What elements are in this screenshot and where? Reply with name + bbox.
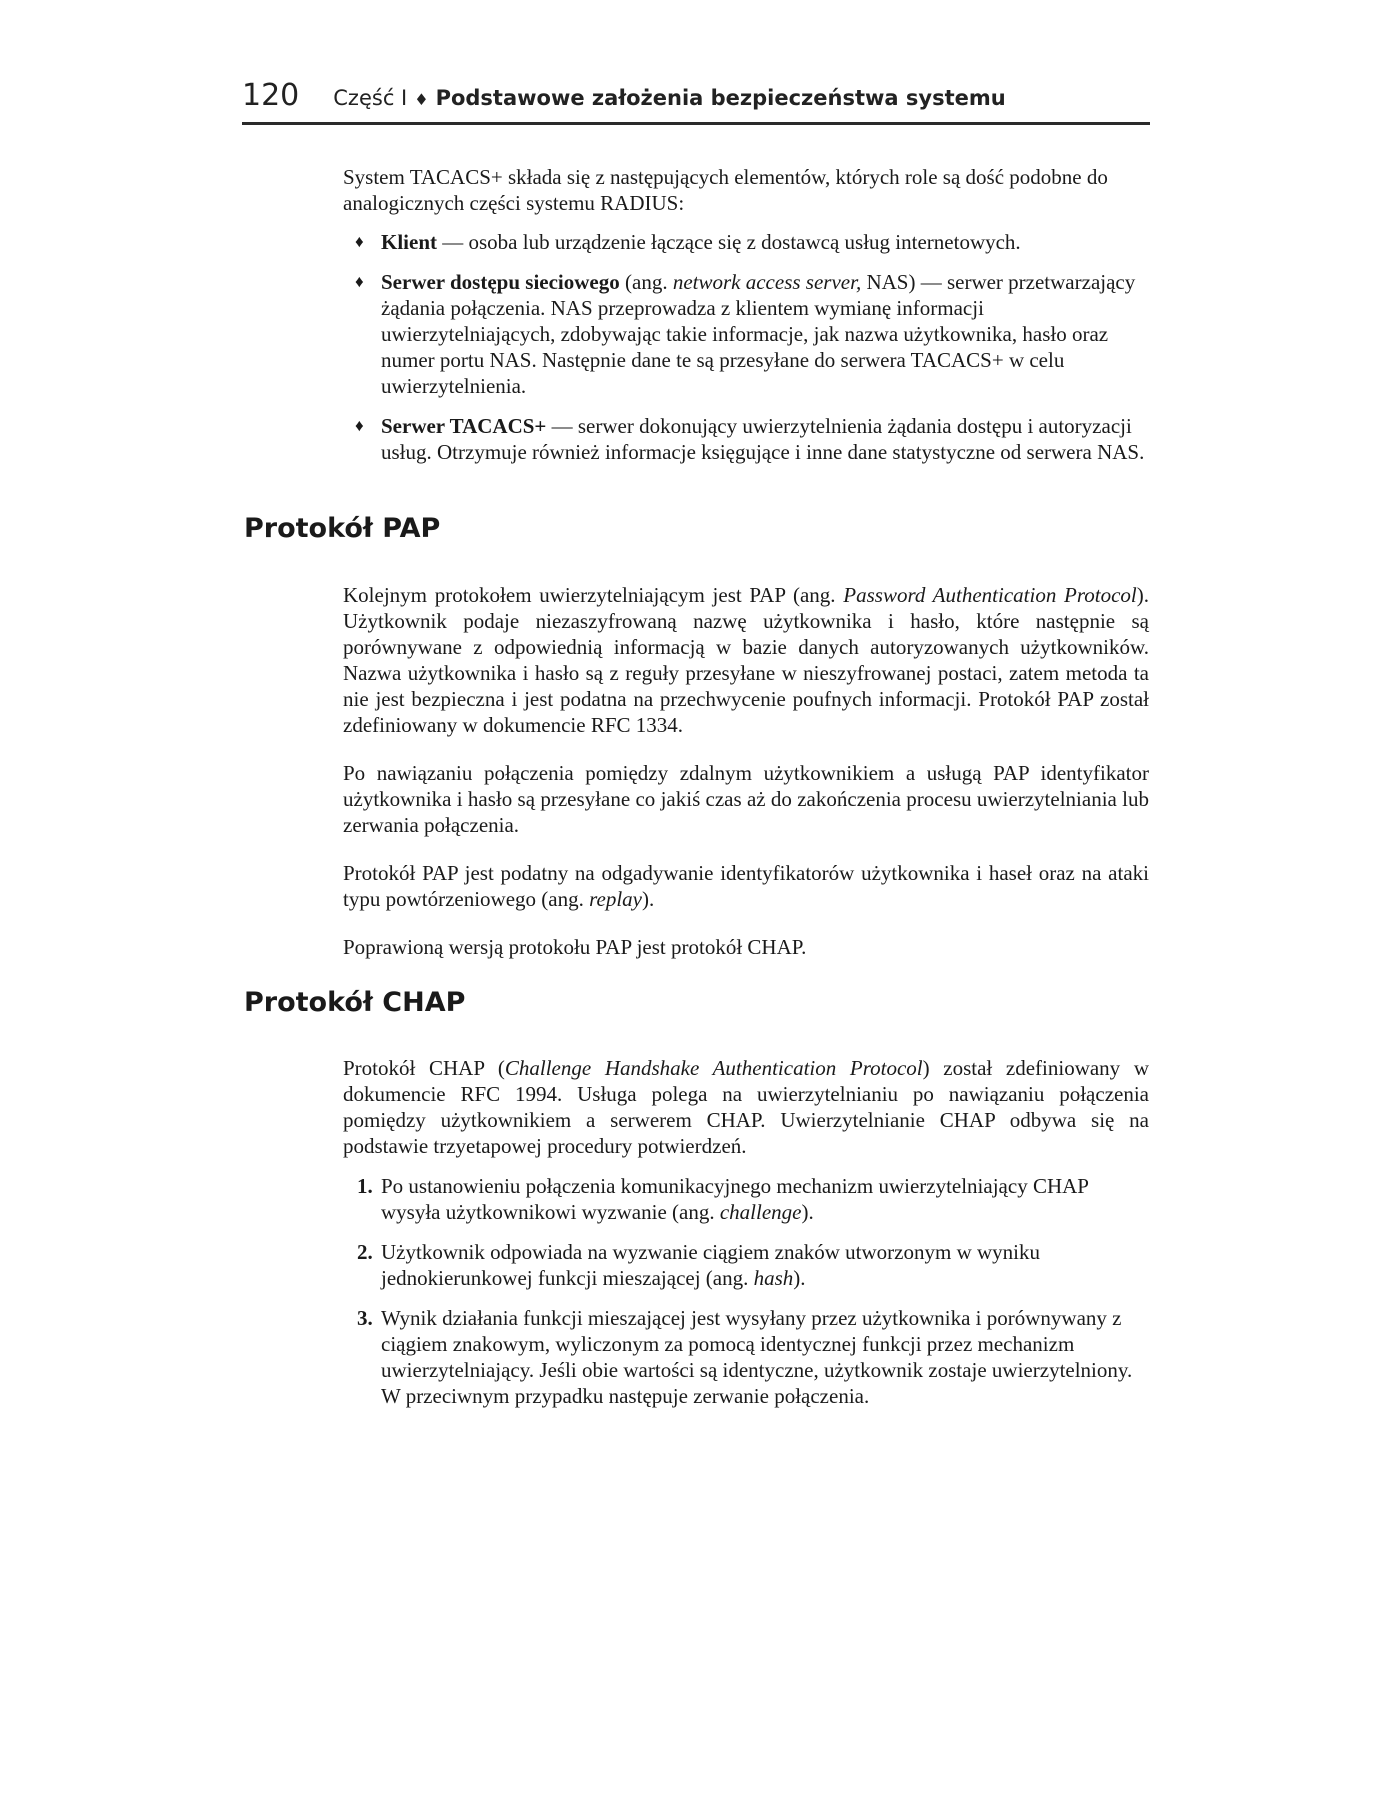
pap-paragraph-2: Po nawiązaniu połączenia pomiędzy zdalnym użytkownikiem a usługą PAP identyfikator użytkownika i hasło są przesyłane co jakiś czas aż do zakończenia procesu uwierzytelniania lub zerwania połączenia.: [343, 761, 1149, 837]
step-italic: challenge: [719, 1200, 802, 1224]
step-number: 1.: [357, 1174, 373, 1198]
term-label: Serwer TACACS+: [381, 414, 547, 438]
pap-paragraph-3: [343, 860, 1149, 912]
term-description: — serwer dokonujący uwierzytelnienia żądania dostępu i autoryzacji usług. Otrzymuje również informacje księgujące i inne dane statystyczne od serwera NAS.: [381, 414, 1145, 464]
pap-paragraph-1: [343, 582, 1149, 738]
diamond-bullet-icon: ♦: [355, 272, 364, 291]
step-text: Wynik działania funkcji mieszającej jest wysyłany przez użytkownika i porównywany z ciągiem znakowym, wyliczonym za pomocą identycznej funkcji przez mechanizm uwierzytelniający. Jeśli obie wartości są identyczne, użytkownik zostaje uwierzytelniony. W przeciwnym przypadku następuje zerwanie połączenia.: [381, 1306, 1133, 1408]
term-label: Klient: [381, 230, 437, 254]
chap-paragraph-1: [343, 1055, 1149, 1159]
list-item: [343, 269, 1149, 399]
chap-p1-italic: Challenge Handshake Authentication Protocol: [504, 1056, 923, 1080]
list-item: [343, 1173, 1149, 1225]
term-english: network access server,: [672, 270, 862, 294]
step-italic: hash: [753, 1266, 794, 1290]
chap-p1-text-cont: ) został zdefiniowany w dokumencie RFC 1994. Usługa polega na uwierzytelnianiu po nawiązaniu połączenia pomiędzy użytkownikiem a serwerem CHAP. Uwierzytelnianie CHAP odbywa się na podstawie trzyetapowej procedury potwierdzeń.: [343, 1056, 1149, 1158]
diamond-separator-icon: ♦: [414, 90, 429, 109]
components-list: [343, 229, 1149, 465]
chap-p1-text: Protokół CHAP (: [343, 1056, 505, 1080]
chap-steps-list: [343, 1173, 1149, 1409]
running-head: [242, 78, 1150, 125]
step-text: Użytkownik odpowiada na wyzwanie ciągiem znaków utworzonym w wyniku jednokierunkowej funkcji mieszającej (ang.: [381, 1240, 1040, 1290]
term-description-cont: NAS) — serwer przetwarzający żądania połączenia. NAS przeprowadza z klientem wymianę informacji uwierzytelniających, zdobywając takie informacje, jak nazwa użytkownika, hasło oraz numer portu NAS. Następnie dane te są przesyłane do serwera TACACS+ w celu uwierzytelnienia.: [381, 270, 1136, 398]
intro-paragraph: System TACACS+ składa się z następujących elementów, których role są dość podobne do analogicznych części systemu RADIUS:: [343, 165, 1108, 215]
list-item: [343, 413, 1149, 465]
term-label: Serwer dostępu sieciowego: [381, 270, 620, 294]
pap-p3-text: Protokół PAP jest podatny na odgadywanie identyfikatorów użytkownika i haseł oraz na ataki typu powtórzeniowego (ang.: [343, 861, 1149, 911]
step-text-cont: ).: [793, 1266, 806, 1290]
term-description: (ang.: [619, 270, 673, 294]
step-text: Po ustanowieniu połączenia komunikacyjnego mechanizm uwierzytelniający CHAP wysyła użytkownikowi wyzwanie (ang.: [381, 1174, 1089, 1224]
pap-p1-text: Kolejnym protokołem uwierzytelniającym jest PAP (ang.: [343, 583, 844, 607]
page-number: 120: [242, 78, 300, 113]
diamond-bullet-icon: ♦: [355, 232, 364, 251]
step-number: 2.: [357, 1240, 373, 1264]
components-block: [343, 229, 1149, 465]
section-heading-pap: Protokół PAP: [244, 513, 441, 544]
diamond-bullet-icon: ♦: [355, 416, 364, 435]
list-item: [343, 1305, 1149, 1409]
step-number: 3.: [357, 1306, 373, 1330]
part-label: Część I: [333, 86, 408, 110]
section-heading-chap: Protokół CHAP: [244, 987, 466, 1018]
pap-p3-text-cont: ).: [641, 887, 655, 911]
chapter-title: Podstawowe założenia bezpieczeństwa systemu: [435, 86, 1006, 110]
pap-p3-italic: replay: [589, 887, 642, 911]
intro-block: [343, 164, 1149, 216]
list-item: [343, 229, 1149, 255]
list-item: [343, 1239, 1149, 1291]
pap-p1-italic: Password Authentication Protocol: [843, 583, 1137, 607]
chap-block: [343, 1055, 1149, 1409]
step-text-cont: ).: [801, 1200, 814, 1224]
pap-p1-text-cont: ). Użytkownik podaje niezaszyfrowaną nazwę użytkownika i hasło, które następnie są porównywane z odpowiednią informacją w bazie danych autoryzowanych użytkowników. Nazwa użytkownika i hasło są z reguły przesyłane w nieszyfrowanej postaci, zatem metoda ta nie jest bezpieczna i jest podatna na przechwycenie poufnych informacji. Protokół PAP został zdefiniowany w dokumencie RFC 1334.: [343, 583, 1149, 737]
pap-paragraph-4: Poprawioną wersją protokołu PAP jest protokół CHAP.: [343, 935, 807, 959]
term-description: — osoba lub urządzenie łączące się z dostawcą usług internetowych.: [437, 230, 1021, 254]
pap-block: [343, 582, 1149, 960]
